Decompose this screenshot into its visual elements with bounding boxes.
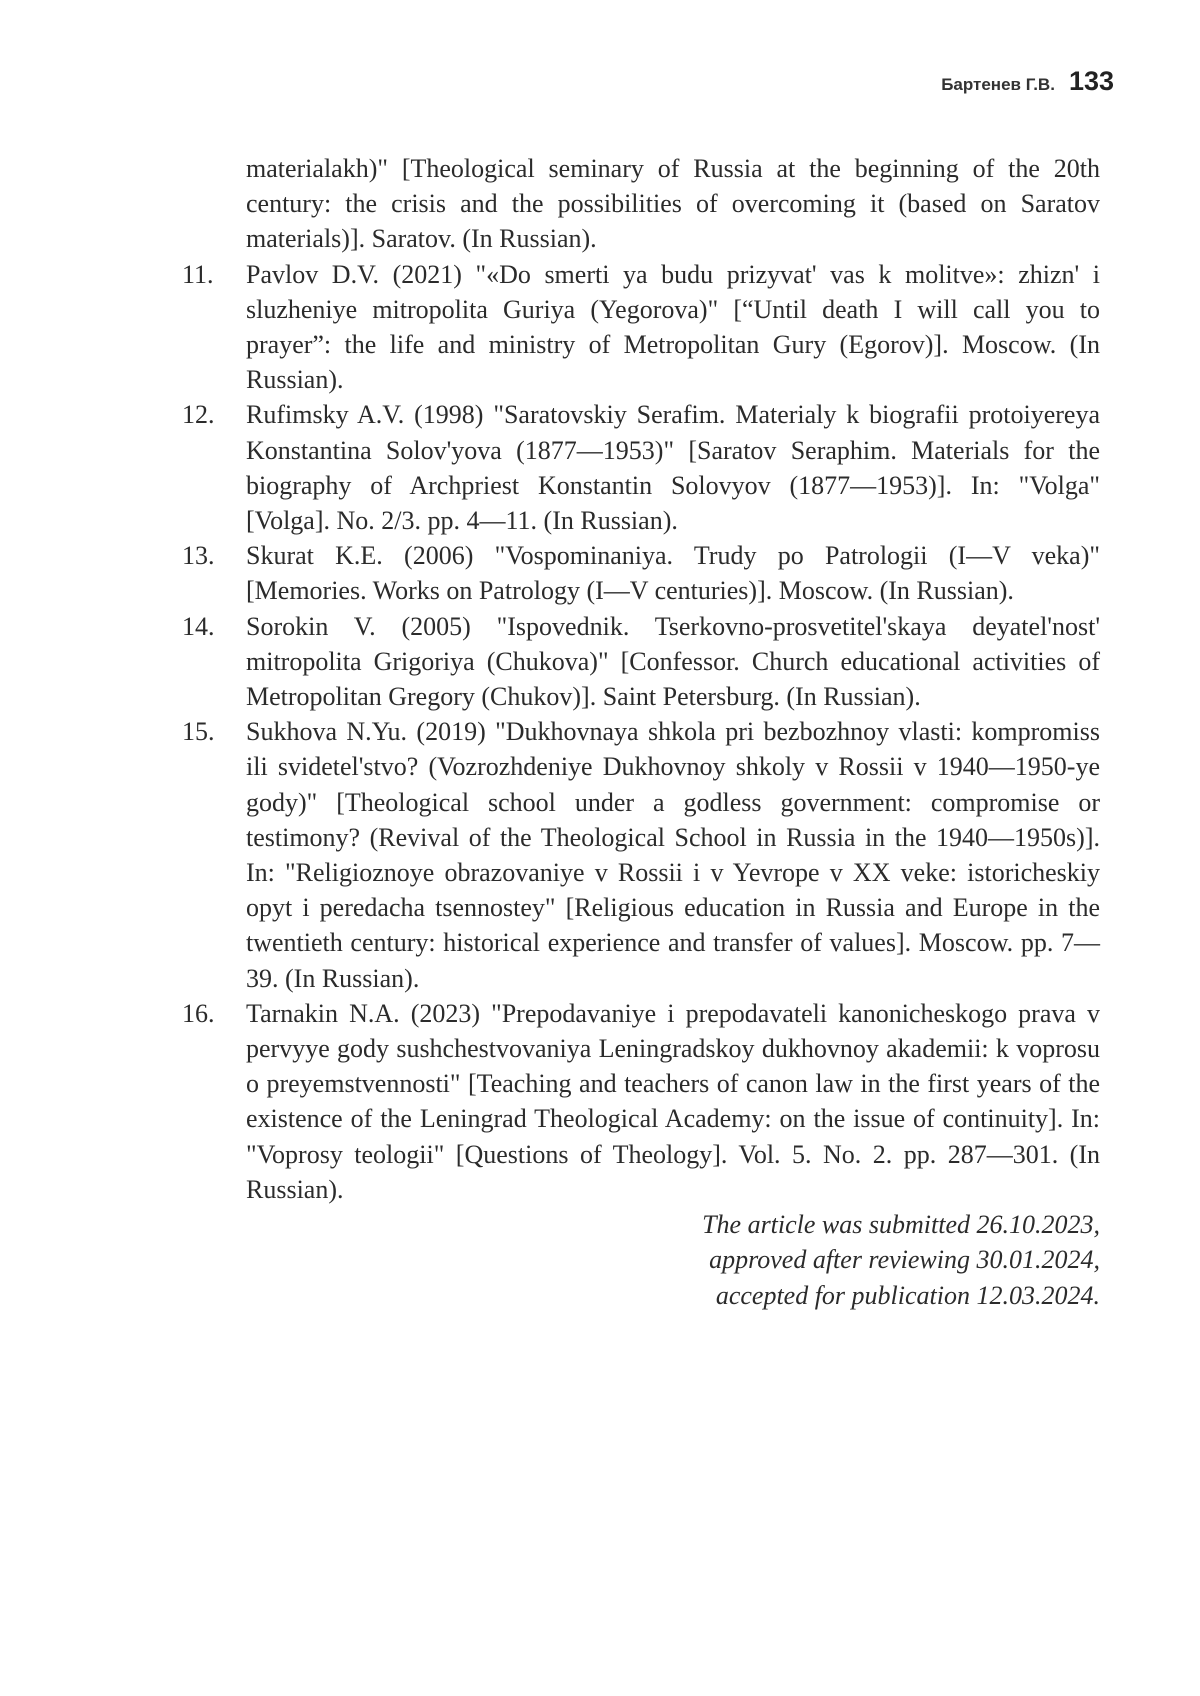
page-number: 133 bbox=[1068, 66, 1114, 96]
reference-text: Pavlov D.V. (2021) "«Do smerti ya budu prizyvat' vas k molitve»: zhizn' i sluzheniye mitropolita Guriya (Yegorova)" [“Until death I will call you to prayer”: the life and ministry of Metropolitan Gury (Egorov)]. Moscow. (In Russian). bbox=[246, 259, 1100, 395]
reference-list bbox=[182, 151, 1100, 1313]
reference-item bbox=[182, 714, 1100, 996]
submitted-date: The article was submitted 26.10.2023, bbox=[702, 1210, 1100, 1240]
reference-item bbox=[182, 996, 1100, 1207]
reference-text: materialakh)" [Theological seminary of Russia at the beginning of the 20th century: the crisis and the possibilities of overcoming it (based on Saratov materials)]. Saratov. (In Russian). bbox=[246, 154, 1100, 254]
reference-number: 15. bbox=[182, 717, 215, 747]
running-head bbox=[941, 66, 1114, 97]
reference-number: 12. bbox=[182, 400, 215, 430]
reference-number: 13. bbox=[182, 541, 215, 571]
reference-text: Skurat K.E. (2006) "Vospominaniya. Trudy po Patrologii (I—V veka)" [Memories. Works on Patrology (I—V centuries)]. Moscow. (In Russian). bbox=[246, 541, 1100, 606]
reference-text: Tarnakin N.A. (2023) "Prepodavaniye i prepodavateli kanonicheskogo prava v pervyye gody sushchestvovaniya Leningradskoy dukhovnoy akademii: k voprosu o preyemstvennosti" [Teaching and teachers of canon law in the first years of the existence of the Leningrad Theological Academy: on the issue of continuity]. In: "Voprosy teologii" [Questions of Theology]. Vol. 5. No. 2. pp. 287—301. (In Russian). bbox=[246, 998, 1100, 1204]
reference-item bbox=[182, 151, 1100, 257]
reference-number: 11. bbox=[182, 259, 214, 289]
reference-number: 14. bbox=[182, 611, 215, 641]
reference-text: Sorokin V. (2005) "Ispovednik. Tserkovno-prosvetitel'skaya deyatel'nost' mitropolita Grigoriya (Chukova)" [Confessor. Church educational activities of Metropolitan Gregory (Chukov)]. Saint Petersburg. (In Russian). bbox=[246, 611, 1100, 712]
reference-item bbox=[182, 257, 1100, 398]
accepted-date: accepted for publication 12.03.2024. bbox=[715, 1280, 1100, 1310]
reference-item bbox=[182, 538, 1100, 608]
approved-date: approved after reviewing 30.01.2024, bbox=[709, 1245, 1100, 1275]
reference-text: Rufimsky A.V. (1998) "Saratovskiy Serafim. Materialy k biografii protoiyereya Konstantina Solov'yova (1877—1953)" [Saratov Seraphim. Materials for the biography of Archpriest Konstantin Solovyov (1877—1953)]. In: "Volga" [Volga]. No. 2/3. pp. 4—11. (In Russian). bbox=[246, 400, 1100, 536]
reference-number: 16. bbox=[182, 998, 215, 1028]
reference-item bbox=[182, 609, 1100, 715]
reference-item bbox=[182, 397, 1100, 538]
submission-dates bbox=[182, 1207, 1100, 1313]
reference-text: Sukhova N.Yu. (2019) "Dukhovnaya shkola pri bezbozhnoy vlasti: kompromiss ili svidetel'stvo? (Vozrozhdeniye Dukhovnoy shkoly v Rossii v 1940—1950-ye gody)" [Theological school under a godless government: compromise or testimony? (Revival of the Theological School in Russia in the 1940—1950s)]. In: "Religioznoye obrazovaniye v Rossii i v Yevrope v XX veke: istoricheskiy opyt i peredacha tsennostey" [Religious education in Russia and Europe in the twentieth century: historical experience and transfer of values]. Moscow. pp. 7—39. (In Russian). bbox=[246, 717, 1100, 993]
running-author: Бартенев Г.В. bbox=[941, 75, 1055, 94]
